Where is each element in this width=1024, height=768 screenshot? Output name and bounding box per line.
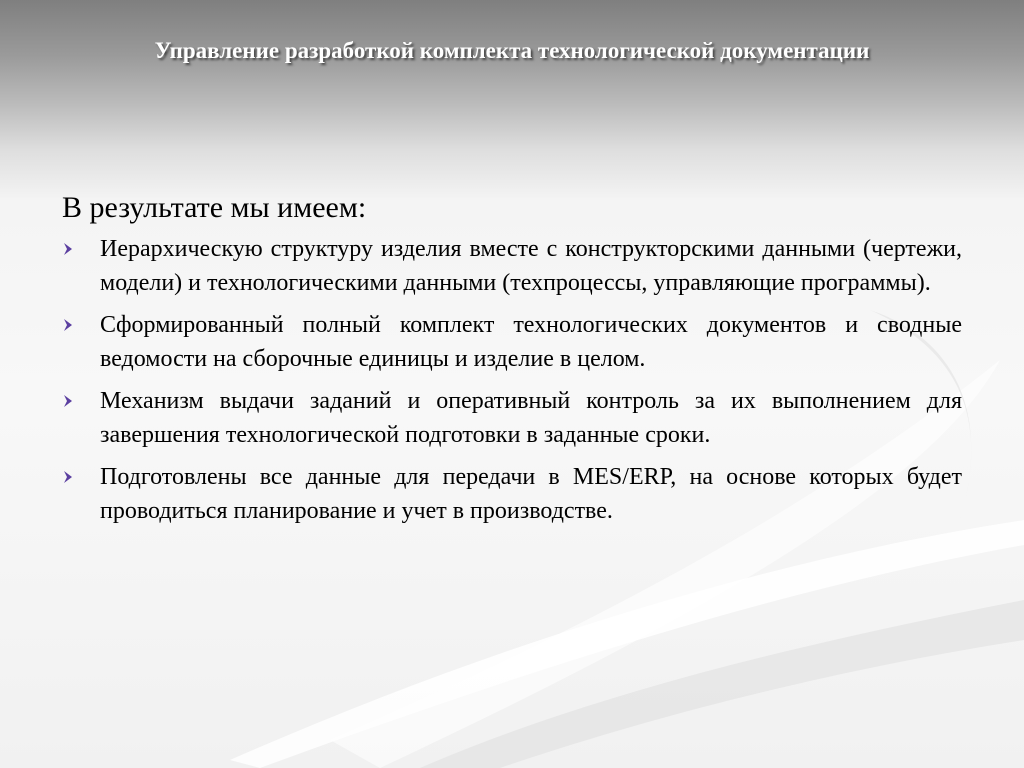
intro-text: В результате мы имеем: [62, 191, 367, 224]
arrowhead-bullet-icon [62, 467, 76, 487]
bullet-text: Механизм выдачи заданий и оперативный контроль за их выполнением для завершения технологической подготовки в заданные сроки. [100, 388, 962, 448]
slide-content [62, 190, 962, 536]
slide-title: Управление разработкой комплекта технологической документации [154, 38, 870, 63]
bullet-text: Подготовлены все данные для передачи в MES/ERP, на основе которых будет проводиться планирование и учет в производстве. [100, 464, 962, 524]
bullet-text: Сформированный полный комплект технологических документов и сводные ведомости на сборочные единицы и изделие в целом. [100, 312, 962, 372]
bullet-item [62, 308, 962, 376]
bullet-item [62, 384, 962, 452]
bullet-text: Иерархическую структуру изделия вместе с конструкторскими данными (чертежи, модели) и технологическими данными (техпроцессы, управляющие программы). [100, 236, 962, 296]
arrowhead-bullet-icon [62, 315, 76, 335]
arrowhead-bullet-icon [62, 239, 76, 259]
arrowhead-bullet-icon [62, 391, 76, 411]
bullet-item [62, 232, 962, 300]
bullet-item [62, 460, 962, 528]
bullet-list [62, 232, 962, 528]
